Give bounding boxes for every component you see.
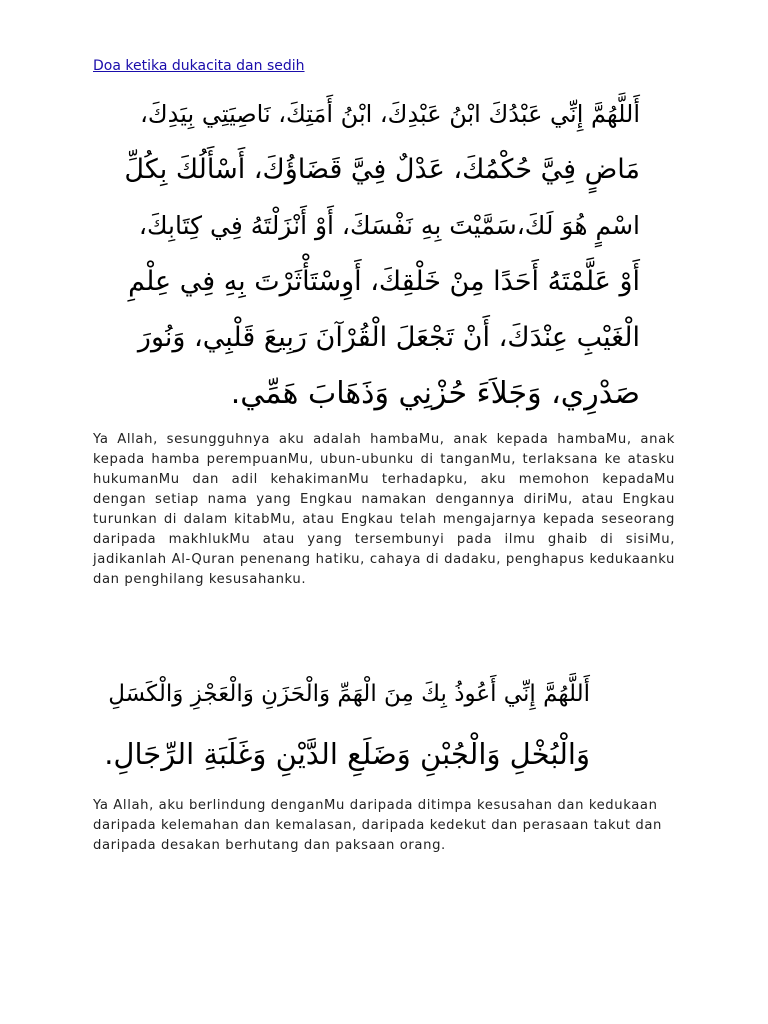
arabic-line: أَللَّهُمَّ إِنِّي عَبْدُكَ ابْنُ عَبْدِكَ، ابْنُ أَمَتِكَ، نَاصِيَتِي بِيَدِكَ، xyxy=(140,100,640,128)
arabic-line: الْغَيْبِ عِنْدَكَ، أَنْ تَجْعَلَ الْقُرْآنَ رَبِيعَ قَلْبِي، وَنُورَ xyxy=(137,322,640,353)
arabic-line: صَدْرِي، وَجَلاَءَ حُزْنِي وَذَهَابَ هَمِّي. xyxy=(230,376,640,411)
arabic-prayer-2 xyxy=(90,664,590,784)
title-link[interactable]: Doa ketika dukacita dan sedih xyxy=(93,58,305,74)
arabic-line: اسْمٍ هُوَ لَكَ،سَمَّيْتَ بِهِ نَفْسَكَ، أَوْ أَنْزَلْتَهُ فِي كِتَابِكَ، xyxy=(138,211,640,240)
arabic-line: مَاضٍ فِيَّ حُكْمُكَ، عَدْلٌ فِيَّ قَضَاؤُكَ، أَسْأَلُكَ بِكُلِّ xyxy=(124,154,640,185)
arabic-line: أَللَّهُمَّ إِنِّي أَعُوذُ بِكَ مِنَ الْهَمِّ وَالْحَزَنِ وَالْعَجْزِ وَالْكَسَلِ xyxy=(108,681,590,707)
translation-paragraph-2: Ya Allah, aku berlindung denganMu daripada ditimpa kesusahan dan kedukaan daripada kelemahan dan kemalasan, daripada kedekut dan perasaan takut dan daripada desakan berhutang dan paksaan orang. xyxy=(93,798,662,853)
arabic-prayer-1 xyxy=(120,86,640,422)
arabic-line: أَوْ عَلَّمْتَهُ أَحَدًا مِنْ خَلْقِكَ، أَوِسْتَأْثَرْتَ بِهِ فِي عِلْمِ xyxy=(128,266,640,297)
arabic-line: وَالْبُخْلِ وَالْجُبْنِ وَضَلَعِ الدَّيْنِ وَغَلَبَةِ الرِّجَالِ. xyxy=(104,737,590,771)
translation-paragraph-1: Ya Allah, sesungguhnya aku adalah hambaMu, anak kepada hambaMu, anak kepada hamba perempuanMu, ubun-ubunku di tanganMu, terlaksana ke atasku hukumanMu dan adil kehakimanMu terhadapku, aku memohon kepadaMu dengan setiap nama yang Engkau namakan dengannya diriMu, atau Engkau turunkan di dalam kitabMu, atau Engkau telah mengajarnya kepada seseorang daripada makhlukMu atau yang tersembunyi pada ilmu ghaib di sisiMu, jadikanlah Al-Quran penenang hatiku, cahaya di dadaku, penghapus kedukaanku dan penghilang kesusahanku. xyxy=(93,432,675,587)
